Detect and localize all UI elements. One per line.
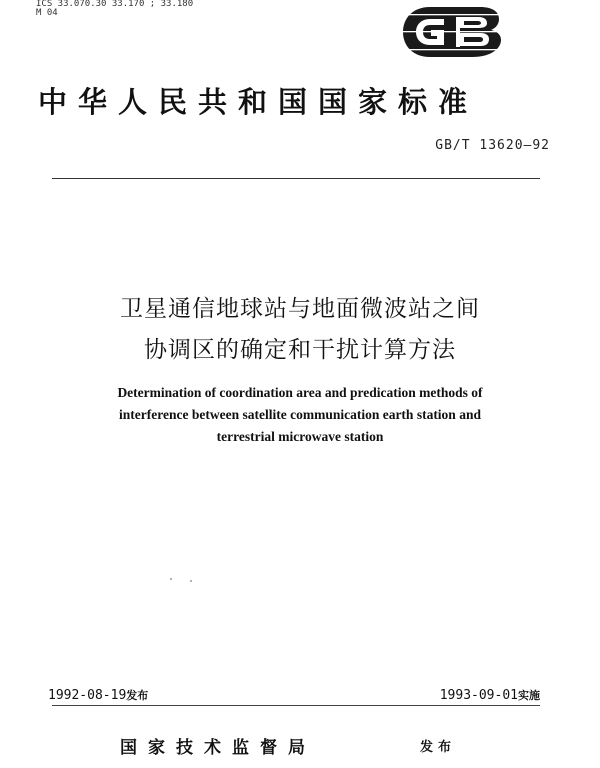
title-en-line2: interference between satellite communication earth station and <box>119 407 481 422</box>
scan-speck <box>190 580 192 582</box>
classification-code-line1: ICS 33.070.30 33.170 ; 33.180 <box>36 0 194 9</box>
title-en-line3: terrestrial microwave station <box>216 429 384 444</box>
issuing-authority: 国家技术监督局 <box>120 738 316 758</box>
implementation-date <box>440 687 540 703</box>
title-cn-line2: 协调区的确定和干扰计算方法 <box>144 337 456 363</box>
classification-code-line2: M 04 <box>36 8 58 18</box>
scan-speck <box>170 578 172 580</box>
issue-date-value: 1992-08-19 <box>48 688 127 703</box>
gb-logo <box>400 4 504 60</box>
footer-divider <box>52 705 540 706</box>
issue-date <box>48 687 148 703</box>
issue-label: 发布 <box>126 689 149 702</box>
title-en-line1: Determination of coordination area and predication methods of <box>117 385 483 400</box>
implement-date-value: 1993-09-01 <box>439 688 518 703</box>
classification-code <box>36 0 193 18</box>
standard-title: 中华人民共和国国家标准 <box>38 85 479 119</box>
title-cn-line1: 卫星通信地球站与地面微波站之间 <box>120 296 480 322</box>
implement-label: 实施 <box>518 689 540 702</box>
publish-label: 发布 <box>420 740 457 755</box>
header-divider <box>52 178 540 179</box>
standard-number: GB/T 13620—92 <box>435 138 550 153</box>
